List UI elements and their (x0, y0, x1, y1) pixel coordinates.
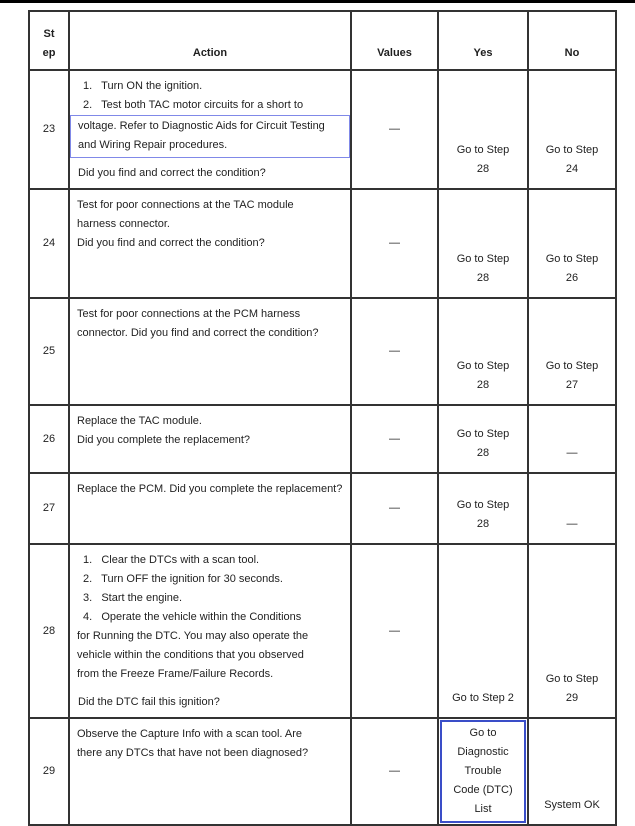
table-row (30, 406, 615, 474)
action-cell (70, 299, 352, 404)
yes-line: Go to Step (456, 253, 510, 265)
yes-cell (439, 474, 529, 543)
action-cell (70, 190, 352, 297)
page-top-rule (0, 0, 635, 3)
action-line: Replace the TAC module. (77, 415, 202, 427)
yes-line: 28 (476, 518, 490, 530)
dtc-list-link-box[interactable] (440, 720, 526, 823)
no-line: 26 (565, 272, 579, 284)
action-cell (70, 71, 352, 188)
no-cell (529, 190, 615, 297)
action-line: harness connector. (77, 218, 170, 230)
yes-cell (439, 71, 529, 188)
yes-cell (439, 545, 529, 717)
no-line: Go to Step (545, 360, 599, 372)
action-text-block (77, 77, 344, 115)
step-number: 28 (30, 545, 70, 717)
action-line: Did you find and correct the condition? (77, 237, 265, 249)
table-row (30, 474, 615, 545)
no-line: — (566, 518, 578, 530)
no-line: 24 (565, 163, 579, 175)
no-cell (529, 299, 615, 404)
yes-line: Go to (469, 727, 497, 739)
action-text-block (77, 412, 344, 450)
action-text-block (77, 305, 344, 343)
yes-line: Go to Step (456, 144, 510, 156)
step-number: 24 (30, 190, 70, 297)
no-line: 27 (565, 379, 579, 391)
yes-line: Go to Step (456, 360, 510, 372)
action-line: Did you find and correct the condition? (78, 167, 266, 179)
yes-line: 28 (476, 379, 490, 391)
column-header-step-line1: St (43, 28, 55, 40)
column-header-step-line2: ep (42, 47, 56, 59)
column-header-step (30, 12, 70, 69)
action-line: connector. Did you find and correct the condition? (77, 327, 319, 339)
action-line: 2. Turn OFF the ignition for 30 seconds. (83, 573, 283, 585)
column-header-action: Action (70, 12, 352, 69)
values-cell: — (352, 719, 439, 824)
step-number: 27 (30, 474, 70, 543)
action-line: 2. Test both TAC motor circuits for a short to (83, 99, 304, 111)
column-header-no: No (564, 47, 580, 59)
no-line: Go to Step (545, 673, 599, 685)
action-line: voltage. Refer to Diagnostic Aids for Circuit Testing (78, 120, 325, 132)
action-cell (70, 545, 352, 717)
action-line: there any DTCs that have not been diagnosed? (77, 747, 309, 759)
table-row (30, 190, 615, 299)
action-line: 3. Start the engine. (83, 592, 183, 604)
table-row (30, 299, 615, 406)
action-line: Observe the Capture Info with a scan tool. Are (77, 728, 303, 740)
yes-cell (439, 299, 529, 404)
action-text-block (77, 693, 344, 712)
action-cell (70, 406, 352, 472)
column-header-yes: Yes (439, 12, 529, 69)
action-line: Did the DTC fail this ignition? (78, 696, 220, 708)
yes-line: Diagnostic (457, 746, 509, 758)
no-line: — (566, 447, 578, 459)
action-text-block (77, 196, 344, 253)
action-cell (70, 719, 352, 824)
action-line: Test for poor connections at the TAC module (77, 199, 294, 211)
yes-cell (439, 719, 529, 824)
action-cell (70, 474, 352, 543)
action-line: and Wiring Repair procedures. (78, 139, 228, 151)
action-text-block (77, 480, 344, 499)
action-line: 1. Clear the DTCs with a scan tool. (83, 554, 260, 566)
table-row (30, 71, 615, 190)
values-cell: — (352, 299, 439, 404)
values-cell: — (352, 190, 439, 297)
action-text-block (77, 164, 344, 183)
yes-line: 28 (476, 447, 490, 459)
yes-line: Go to Step 2 (452, 692, 514, 704)
table-body (30, 71, 615, 824)
action-line: for Running the DTC. You may also operate the (77, 630, 309, 642)
action-line: Did you complete the replacement? (77, 434, 251, 446)
action-highlight-box (70, 115, 350, 158)
action-line: Test for poor connections at the PCM harness (77, 308, 301, 320)
values-cell: — (352, 71, 439, 188)
no-line: 29 (565, 692, 579, 704)
diagnostic-table (28, 10, 617, 826)
values-cell: — (352, 406, 439, 472)
step-number: 23 (30, 71, 70, 188)
values-cell: — (352, 474, 439, 543)
no-cell (529, 474, 615, 543)
values-cell: — (352, 545, 439, 717)
yes-cell (439, 190, 529, 297)
step-number: 26 (30, 406, 70, 472)
action-line: 1. Turn ON the ignition. (83, 80, 203, 92)
no-line: System OK (544, 799, 600, 811)
no-cell (529, 71, 615, 188)
action-line: 4. Operate the vehicle within the Conditions (83, 611, 302, 623)
no-cell (529, 406, 615, 472)
action-line: from the Freeze Frame/Failure Records. (77, 668, 274, 680)
table-row (30, 545, 615, 719)
step-number: 29 (30, 719, 70, 824)
yes-line: List (474, 803, 492, 815)
action-line: vehicle within the conditions that you observed (77, 649, 304, 661)
yes-line: 28 (476, 163, 490, 175)
table-header-row (30, 12, 615, 71)
no-line: Go to Step (545, 144, 599, 156)
step-number: 25 (30, 299, 70, 404)
table-row (30, 719, 615, 824)
yes-line: Go to Step (456, 428, 510, 440)
yes-line: Code (DTC) (453, 784, 513, 796)
no-cell (529, 545, 615, 717)
yes-line: Trouble (464, 765, 502, 777)
yes-line: Go to Step (456, 499, 510, 511)
action-text-block (77, 725, 344, 763)
column-header-values: Values (352, 12, 439, 69)
action-line: Replace the PCM. Did you complete the replacement? (77, 483, 343, 495)
no-cell (529, 719, 615, 824)
no-line: Go to Step (545, 253, 599, 265)
yes-line: 28 (476, 272, 490, 284)
yes-cell (439, 406, 529, 472)
action-text-block (77, 551, 344, 684)
